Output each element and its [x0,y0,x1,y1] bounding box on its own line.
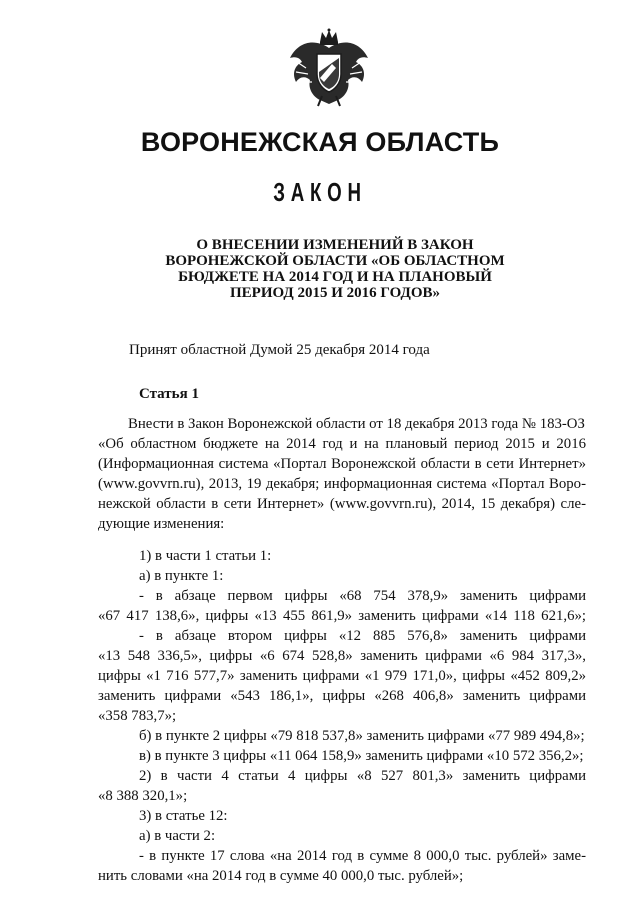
article-heading: Статья 1 [139,386,199,402]
list-item: - в пункте 17 слова «на 2014 год в сумме 8 000,0 тыс. рублей» заме- [139,848,586,864]
paragraph-line: «Об областном бюджете на 2014 год и на плановый период 2015 и 2016 [98,436,586,452]
paragraph-line: дующие изменения: [98,516,225,532]
list-item: 2) в части 4 статьи 4 цифры «8 527 801,3» заменить цифрами [139,768,586,784]
list-item: нить словами «на 2014 год в сумме 40 000,0 тыс. рублей»; [98,868,464,884]
law-title-line: О ВНЕСЕНИИ ИЗМЕНЕНИЙ В ЗАКОН [196,237,474,253]
list-item: - в абзаце первом цифры «68 754 378,9» заменить цифрами [139,588,586,604]
law-title-line: ПЕРИОД 2015 И 2016 ГОДОВ» [230,285,440,301]
law-title-line: ВОРОНЕЖСКОЙ ОБЛАСТИ «ОБ ОБЛАСТНОМ [165,253,505,269]
list-item: а) в пункте 1: [139,568,224,584]
list-item: в) в пункте 3 цифры «11 064 158,9» заменить цифрами «10 572 356,2»; [139,748,584,764]
list-item: «13 548 336,5», цифры «6 674 528,8» заменить цифрами «6 984 317,3», [98,648,586,664]
law-title-line: БЮДЖЕТЕ НА 2014 ГОД И НА ПЛАНОВЫЙ [178,269,492,285]
list-item: «358 783,7»; [98,708,177,724]
paragraph-line: (Информационная система «Портал Воронежской области в сети Интернет» [98,456,586,472]
list-item: цифры «1 716 577,7» заменить цифрами «1 979 171,0», цифры «452 809,2» [98,668,586,684]
region-name: ВОРОНЕЖСКАЯ ОБЛАСТЬ [140,127,500,157]
adoption-note: Принят областной Думой 25 декабря 2014 года [129,342,430,358]
paragraph-line: (www.govvrn.ru), 2013, 19 декабря; информационная система «Портал Воро- [98,476,586,492]
paragraph-line: Внести в Закон Воронежской области от 18 декабря 2013 года № 183-ОЗ [128,416,585,432]
list-item: 1) в части 1 статьи 1: [139,548,272,564]
document-type: ЗАКОН [273,177,367,207]
paragraph-line: нежской области в сети Интернет» (www.govvrn.ru), 2014, 15 декабря) сле- [98,496,586,512]
list-item: а) в части 2: [139,828,216,844]
law-title [150,237,520,301]
list-item: «8 388 320,1»; [98,788,188,804]
list-item: «67 417 138,6», цифры «13 455 861,9» заменить цифрами «14 118 621,6»; [98,608,586,624]
list-item: 3) в статье 12: [139,808,228,824]
list-item: б) в пункте 2 цифры «79 818 537,8» заменить цифрами «77 989 494,8»; [139,728,585,744]
list-item: заменить цифрами «543 186,1», цифры «268 406,8» заменить цифрами [98,688,586,704]
list-item: - в абзаце втором цифры «12 885 576,8» заменить цифрами [139,628,586,644]
coat-of-arms-emblem [284,28,374,110]
